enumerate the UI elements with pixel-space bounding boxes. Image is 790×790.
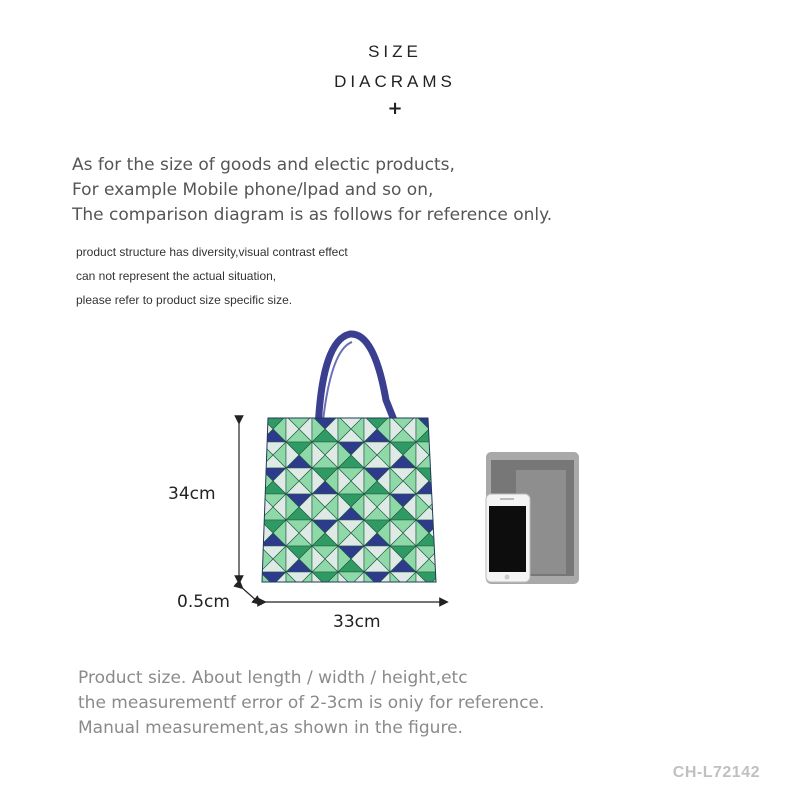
width-label: 33cm — [333, 612, 381, 632]
depth-label: 0.5cm — [177, 592, 230, 612]
bag-illustration — [260, 416, 442, 598]
plus-icon: + — [387, 98, 403, 119]
intro-line-2: For example Mobile phone/lpad and so on, — [72, 180, 434, 200]
bag-pattern-tile — [429, 442, 442, 468]
title-diagrams: DIACRAMS — [334, 72, 456, 91]
bag-pattern-tile — [390, 585, 416, 598]
note-line-3: please refer to product size specific size. — [76, 293, 293, 307]
bag-pattern-tile — [338, 585, 364, 598]
footer-line-2: the measurementf error of 2-3cm is oniy for reference. — [78, 693, 545, 713]
bag-pattern-tile — [429, 416, 442, 442]
bag-pattern-tile — [312, 585, 338, 598]
note-line-1: product structure has diversity,visual contrast effect — [76, 245, 348, 259]
footer-line-3: Manual measurement,as shown in the figure. — [78, 718, 463, 738]
bag-pattern-tile — [286, 585, 312, 598]
product-code: CH-L72142 — [672, 764, 760, 781]
size-diagram — [0, 320, 790, 640]
bag-pattern-tile — [416, 585, 442, 598]
height-label: 34cm — [168, 484, 216, 504]
phone-illustration — [486, 494, 530, 582]
footer-line-1: Product size. About length / width / height,etc — [78, 668, 468, 688]
bag-pattern-tile — [364, 585, 390, 598]
intro-line-3: The comparison diagram is as follows for reference only. — [72, 205, 553, 225]
depth-arrow — [240, 586, 258, 602]
note-line-2: can not represent the actual situation, — [76, 269, 277, 283]
bag-pattern-tile — [260, 585, 286, 598]
title-size: SIZE — [368, 42, 422, 61]
intro-line-1: As for the size of goods and electic products, — [72, 155, 455, 175]
